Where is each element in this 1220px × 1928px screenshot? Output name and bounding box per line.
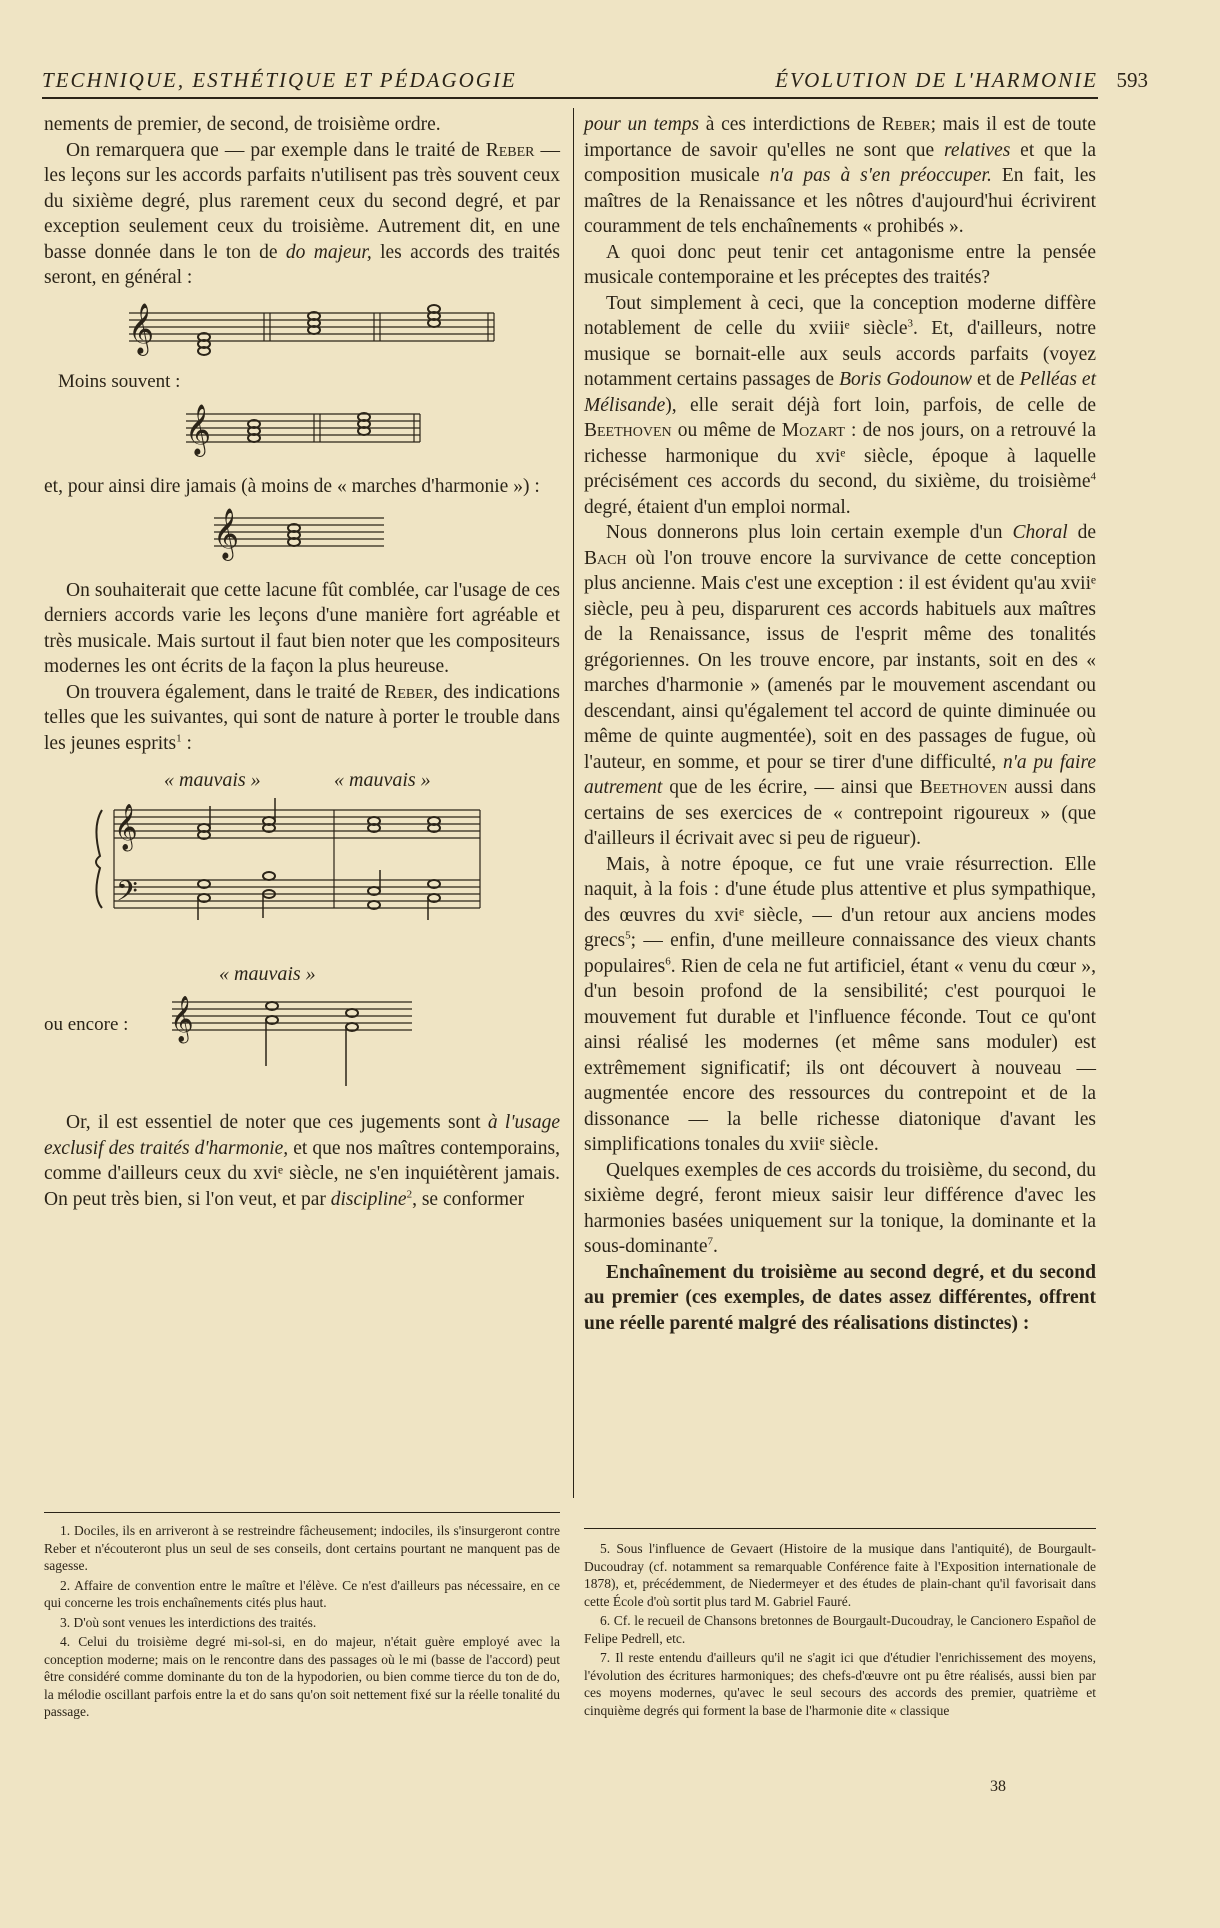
paragraph: pour un temps à ces interdictions de Reber; mais il est de toute importance de savoir qu'elles ne sont que relatives et que la composition musicale n'a pas à s'en préoccuper. En fait, les maîtres de la Renaissance et les nôtres d'aujourd'hui écrivirent couramment de tels enchaînements « prohibés ». — [584, 114, 1096, 237]
footnote: 2. Affaire de convention entre le maître et l'élève. Ce n'est d'ailleurs pas nécessaire, en ce qui concerne les trois enchaînements cités plus haut. — [44, 1577, 560, 1610]
svg-text:𝄞: 𝄞 — [114, 804, 138, 850]
footnote: 4. Celui du troisième degré mi-sol-si, en do majeur, n'était guère employé avec la conception moderne; mais on le rencontre dans des passages où le mi (basse de l'accord) peut être considéré comme dominante du ton de la hypodorien, ou bien comme tierce du ton de do, la mélodie oscillant parfois entre la et do sans qu'on soit nettement fixé sur la réelle tonalité du passage. — [44, 1634, 560, 1719]
footnote-rule-right — [584, 1528, 1096, 1529]
paragraph: Nous donnerons plus loin certain exemple d'un Choral de Bach où l'on trouve encore la survivance de cette conception plus ancienne. Mais c'est une exception : il est évident qu'au xviiᵉ siècle, peu à peu, disparurent ces accords habituels aux maîtres de la Renaissance, issus de l'esprit même des tonalités grégoriennes. On les trouve encore, par instants, soit en des « marches d'harmonie » (amenés par le mouvement ascendant ou descendant, ainsi qu'également tel accord de quinte diminuée ou même de quinte augmentée), soit en des passages de fugue, où l'auteur, en somme, et pour se tirer d'une difficulté, n'a pu faire autrement que de les écrire, — ainsi que Beethoven aussi dans certains de ses exercices de « contrepoint rigoureux » (que d'ailleurs il écrivait avec si peu de rigueur). — [584, 522, 1097, 849]
paragraph: et, pour ainsi dire jamais (à moins de « marches d'harmonie ») : — [44, 476, 540, 497]
page-number: 593 — [1116, 68, 1148, 92]
footnote: 1. Dociles, ils en arriveront à se restreindre fâcheusement; indociles, ils s'insurgeront contre Reber et n'écouteront plus un seul de ses conseils, dont certains pourtant ne manquent pas de sagesse. — [44, 1523, 560, 1573]
name-reber: Reber — [485, 139, 535, 161]
svg-text:𝄞: 𝄞 — [170, 996, 194, 1042]
paragraph: Tout simplement à ceci, que la conception moderne diffère notablement de celle du xviiiᵉ siècle$^3$. Et, d'ailleurs, notre musique se bornait-elle aux seuls accords parfaits (voyez notamment certains passages de Boris Godounow et de Pelléas et Mélisande), elle serait déjà fort loin, parfois, de celle de Beethoven ou même de Mozart : de nos jours, on a retrouvé la richesse harmonique du xviᵉ siècle, époque à laquelle précisément ces accords du second, du sixième, du troisième$^4$ degré, étaient d'un emploi normal. — [584, 292, 1097, 518]
label-mauvais-2: « mauvais » — [334, 769, 431, 791]
music-example-3 — [44, 500, 560, 564]
svg-text:𝄞: 𝄞 — [213, 507, 240, 559]
running-header — [42, 68, 1148, 99]
music-example-mauvais — [44, 768, 560, 948]
paragraph: On remarquera que — par exemple dans le traité de Reber — les leçons sur les accords parfaits n'utilisent pas très souvent ceux du sixième degré, plus rarement ceux du second degré, et par exception seulement ceux du troisième. Autrement dit, en une basse donnée dans le ton de do majeur, les accords des traités seront, en général : — [44, 139, 561, 288]
paragraph: nements de premier, de second, de troisième ordre. — [44, 114, 441, 135]
footnotes-right — [584, 1540, 1096, 1721]
folio: 38 — [990, 1778, 1006, 1795]
label-mauvais-1: « mauvais » — [164, 769, 261, 791]
label-moins-souvent: Moins souvent : — [58, 370, 181, 392]
music-example-2 — [44, 394, 560, 464]
label-ou-encore: ou encore : — [44, 1014, 129, 1035]
right-column — [584, 112, 1096, 1336]
svg-text:𝄢: 𝄢 — [116, 875, 138, 915]
paragraph: A quoi donc peut tenir cet antagonisme entre la pensée musicale contemporaine et les préceptes des traités? — [584, 241, 1096, 288]
svg-text:𝄞: 𝄞 — [185, 404, 212, 455]
footnote: 7. Il reste entendu d'ailleurs qu'il ne s'agit ici que d'étudier l'enrichissement des moyens, l'évolution des écritures harmoniques; des chefs-d'œuvre ont pu être réalisés, aussi bien par ces moyens modernes, qu'avec le seul secours des accords des premier, quatrième et cinquième degrés qui forment la base de l'harmonie dite « classique — [584, 1650, 1096, 1718]
footnote: 5. Sous l'influence de Gevaert (Histoire de la musique dans l'antiquité), de Bourgault-Ducoudray (cf. notamment sa remarquable Conférence faite à l'Exposition internationale de 1878), et, précédemment, de Niedermeyer et des études de plain-chant qu'il favorisait dans cette École d'où sortit plus tard M. Gabriel Fauré. — [584, 1541, 1096, 1609]
column-rule — [573, 108, 574, 1498]
header-left: TECHNIQUE, ESTHÉTIQUE ET PÉDAGOGIE — [42, 68, 517, 92]
footnote: 3. D'où sont venues les interdictions des traités. — [60, 1614, 317, 1630]
header-right: ÉVOLUTION DE L'HARMONIE — [775, 68, 1098, 92]
footnote-rule-left — [44, 1512, 560, 1513]
paragraph: On trouvera également, dans le traité de Reber, des indications telles que les suivantes, qui sont de nature à porter le trouble dans les jeunes esprits$^1$ : — [44, 681, 560, 754]
paragraph: On souhaiterait que cette lacune fût comblée, car l'usage de ces derniers accords varie les leçons d'une manière fort agréable et très musicale. Mais surtout il faut bien noter que les compositeurs modernes les ont écrits de la façon la plus heureuse. — [44, 579, 560, 677]
footnote: 6. Cf. le recueil de Chansons bretonnes de Bourgault-Ducoudray, le Cancionero Español de Felipe Pedrell, etc. — [584, 1613, 1096, 1646]
paragraph: Or, il est essentiel de noter que ces jugements sont à l'usage exclusif des traités d'harmonie, et que nos maîtres contemporains, comme d'ailleurs ceux du xviᵉ siècle, ne s'en inquiétèrent jamais. On peut très bien, si l'on veut, et par discipline$^2$, se conformer — [44, 1112, 560, 1210]
footnotes-left — [44, 1522, 560, 1723]
staff-ou-encore — [162, 986, 562, 1106]
left-column — [44, 112, 560, 1212]
paragraph-bold: Enchaînement du troisième au second degré, et du second au premier (ces exemples, de dates assez différentes, offrent une réelle parenté malgré des réalisations distinctes) : — [584, 1261, 1096, 1334]
music-example-1 — [44, 291, 560, 361]
music-example-ou-encore — [44, 962, 560, 1102]
paragraph: Mais, à notre époque, ce fut une vraie résurrection. Elle naquit, à la fois : d'une étude plus attentive et plus sympathique, des œuvres du xviᵉ siècle, — d'un retour aux anciens modes grecs$^5$; — enfin, d'une meilleure connaissance des vieux chants populaires$^6$. Rien de cela ne fut artificiel, étant « venu du cœur », d'un besoin profond de la sensibilité; c'est pourquoi le mouvement fut durable et l'influence féconde. Tout ce qu'ont ainsi réalisé les modernes (et même sans moduler) est extrêmement significatif; ils ont découvert à nouveau — augmentée encore des ressources du contrepoint et de la dissonance — la belle richesse diatonique d'avant les simplifications tonales du xviiᵉ siècle. — [584, 853, 1096, 1155]
svg-text:𝄞: 𝄞 — [128, 302, 155, 354]
label-mauvais-3: « mauvais » — [219, 963, 316, 985]
grand-staff — [44, 796, 560, 946]
paragraph: Quelques exemples de ces accords du troisième, du second, du sixième degré, feront mieux saisir leur différence d'avec les harmonies basées uniquement sur la tonique, la dominante et la sous-dominante$^7$. — [584, 1159, 1096, 1257]
